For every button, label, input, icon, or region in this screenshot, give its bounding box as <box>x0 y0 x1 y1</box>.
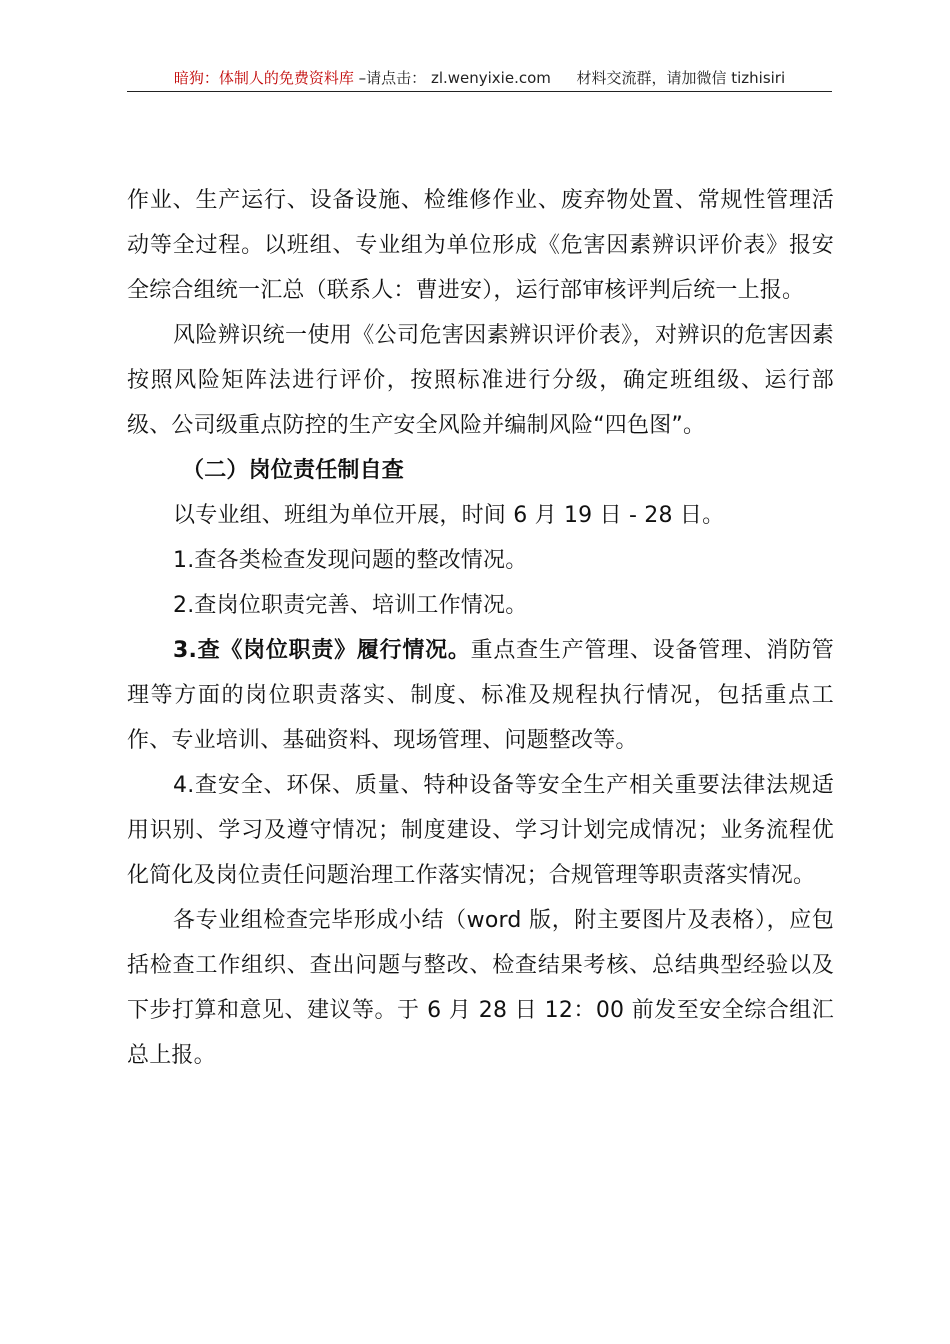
header-brand: 暗狗：体制人的免费资料库 <box>173 69 354 87</box>
header-link[interactable]: zl.wenyixie.com <box>430 69 551 87</box>
list-item-4: 4.查安全、环保、质量、特种设备等安全生产相关重要法律法规适用识别、学习及遵守情况；制度建设、学习计划完成情况；业务流程优化简化及岗位责任问题治理工作落实情况；合规管理等职责落实情况。 <box>127 773 834 888</box>
paragraph-continuation: 作业、生产运行、设备设施、检维修作业、废弃物处置、常规性管理活动等全过程。以班组、专业组为单位形成《危害因素辨识评价表》报安全综合组统一汇总（联系人：曹进安），运行部审核评判后统一上报。 <box>127 188 834 303</box>
header-prompt: –请点击： <box>358 69 427 87</box>
paragraph-summary: 各专业组检查完毕形成小结（word 版，附主要图片及表格），应包括检查工作组织、查出问题与整改、检查结果考核、总结典型经验以及下步打算和意见、建议等。于 6 月 28 日 12：00 前发至安全综合组汇总上报。 <box>127 908 834 1068</box>
page-header <box>127 66 832 92</box>
list-item-1: 1.查各类检查发现问题的整改情况。 <box>173 548 528 573</box>
header-contact: 材料交流群，请加微信 tizhisiri <box>576 69 786 87</box>
list-item-2: 2.查岗位职责完善、培训工作情况。 <box>173 593 528 618</box>
document-body <box>127 178 834 1078</box>
list-item-3 <box>127 628 834 763</box>
paragraph-risk-identification: 风险辨识统一使用《公司危害因素辨识评价表》，对辨识的危害因素按照风险矩阵法进行评价，按照标准进行分级，确定班组级、运行部级、公司级重点防控的生产安全风险并编制风险“四色图”。 <box>127 323 834 438</box>
list-item-3-lead: 3.查《岗位职责》履行情况。 <box>173 638 471 663</box>
section-heading: （二）岗位责任制自查 <box>182 458 405 483</box>
list-item-3-text: 重点查生产管理、设备管理、消防管理等方面的岗位职责落实、制度、标准及规程执行情况，包括重点工作、专业培训、基础资料、现场管理、问题整改等。 <box>127 638 835 753</box>
paragraph-schedule: 以专业组、班组为单位开展，时间 6 月 19 日 - 28 日。 <box>173 503 725 528</box>
